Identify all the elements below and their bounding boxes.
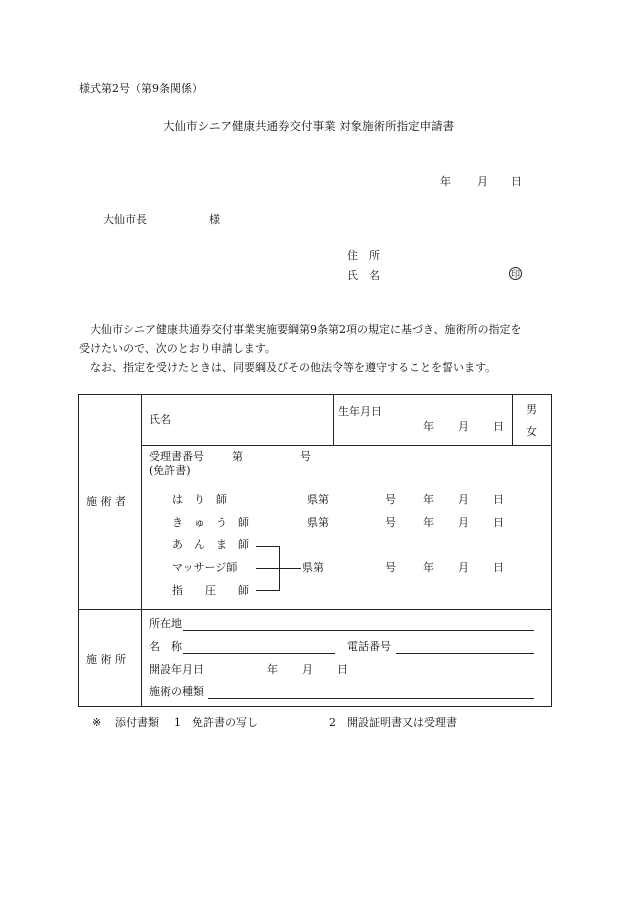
facility-name-label: 名 称	[149, 640, 182, 653]
applicant-name-label: 氏 名	[347, 269, 380, 282]
applicant-address-label: 住 所	[347, 249, 380, 262]
license-shiatsu: 指 圧 師	[172, 584, 249, 597]
receipt-go: 号	[300, 450, 311, 463]
receipt-number-label: 受理書番号	[149, 450, 204, 463]
seal-icon: 印	[509, 267, 522, 280]
facility-opening-label: 開設年月日	[149, 663, 204, 676]
facility-location-field[interactable]	[183, 630, 534, 631]
body-para1-line1: 大仙市シニア健康共通券交付事業実施要綱第9条第2項の規定に基づき、施術所の指定を	[90, 323, 522, 336]
addressee-name: 大仙市長	[103, 213, 147, 226]
birth-date-label: 生年月日	[338, 405, 382, 418]
birth-month: 月	[458, 420, 469, 433]
license-anma: あ ん ま 師	[172, 538, 249, 551]
body-para2: なお、指定を受けたときは、同要綱及びその他法令等を遵守することを誓います。	[90, 361, 497, 374]
facility-opening-year: 年	[267, 663, 278, 676]
facility-treatment-field[interactable]	[208, 698, 534, 699]
practitioner-section-label: 施 術 者	[86, 495, 126, 508]
page-title: 大仙市シニア健康共通券交付事業 対象施術所指定申請書	[163, 119, 455, 133]
birth-day: 日	[493, 420, 504, 433]
practitioner-name-label: 氏名	[149, 413, 171, 426]
addressee-honorific: 様	[209, 213, 220, 226]
facility-location-label: 所在地	[149, 617, 182, 630]
facility-name-field[interactable]	[183, 653, 335, 654]
form-number: 様式第2号（第9条関係）	[79, 82, 203, 95]
facility-phone-label: 電話番号	[347, 640, 391, 653]
attachments-mark: ※	[92, 716, 102, 729]
facility-opening-day: 日	[337, 663, 348, 676]
body-para1-line2: 受けたいので、次のとおり申請します。	[79, 342, 276, 355]
sex-female: 女	[526, 425, 537, 438]
date-day: 日	[511, 175, 522, 188]
license-massage: マッサージ師	[172, 561, 238, 574]
facility-treatment-label: 施術の種類	[149, 685, 204, 698]
receipt-dai: 第	[232, 450, 243, 463]
facility-opening-month: 月	[302, 663, 313, 676]
attachments-label: 添付書類	[115, 716, 159, 729]
date-year: 年	[440, 175, 451, 188]
birth-year: 年	[423, 420, 434, 433]
sex-male: 男	[526, 403, 537, 416]
license-note: (免許書)	[149, 464, 191, 477]
facility-phone-field[interactable]	[396, 653, 534, 654]
attachment-item-2: 2 開設証明書又は受理書	[329, 716, 457, 729]
attachment-item-1: 1 免許書の写し	[174, 716, 258, 729]
date-month: 月	[477, 175, 488, 188]
facility-section-label: 施 術 所	[86, 653, 126, 666]
